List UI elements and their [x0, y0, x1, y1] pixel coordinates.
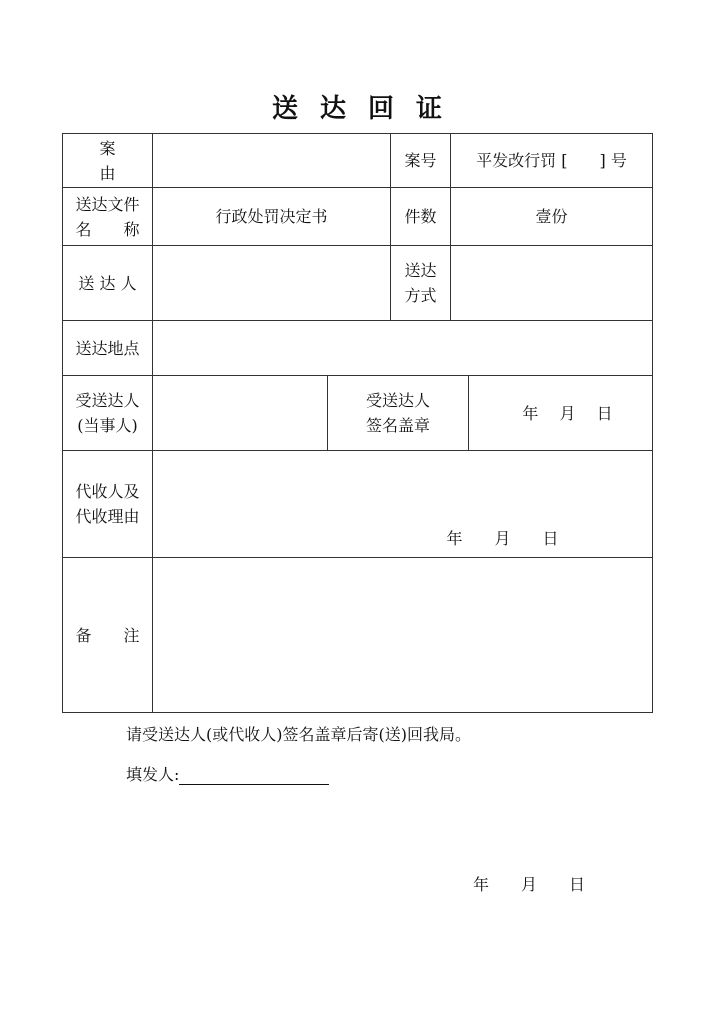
proxy-label: 代收人及 代收理由	[62, 450, 153, 558]
return-note: 请受送达人(或代收人)签名盖章后寄(送)回我局。	[126, 725, 471, 744]
remarks-label: 备 注	[62, 557, 153, 713]
place-field[interactable]	[152, 320, 653, 376]
proxy-date: 年 月 日	[446, 529, 559, 548]
count-value[interactable]: 壹份	[450, 187, 653, 246]
sign-date[interactable]: 年 月 日	[468, 375, 653, 451]
recipient-label: 受送达人 (当事人)	[62, 375, 153, 451]
recipient-field[interactable]	[152, 375, 328, 451]
server-label: 送 达 人	[62, 245, 153, 321]
doc-name-value[interactable]: 行政处罚决定书	[152, 187, 391, 246]
remarks-field[interactable]	[152, 557, 653, 713]
count-label: 件数	[390, 187, 451, 246]
footer-date: 年 月 日	[473, 875, 586, 894]
case-reason-label: 案 由	[62, 133, 153, 188]
case-reason-field[interactable]	[152, 133, 391, 188]
proxy-field[interactable]	[152, 450, 653, 558]
issuer-row	[126, 762, 329, 785]
place-label: 送达地点	[62, 320, 153, 376]
case-no-value[interactable]: 平发改行罚 [ ] 号	[450, 133, 653, 188]
issuer-label: 填发人:	[126, 765, 180, 784]
server-field[interactable]	[152, 245, 391, 321]
case-no-label: 案号	[390, 133, 451, 188]
page-title: 送达回证	[271, 94, 464, 124]
issuer-field[interactable]	[179, 766, 329, 785]
doc-name-label: 送达文件 名 称	[62, 187, 153, 246]
method-label: 送达 方式	[390, 245, 451, 321]
sign-label: 受送达人 签名盖章	[327, 375, 469, 451]
method-field[interactable]	[450, 245, 653, 321]
